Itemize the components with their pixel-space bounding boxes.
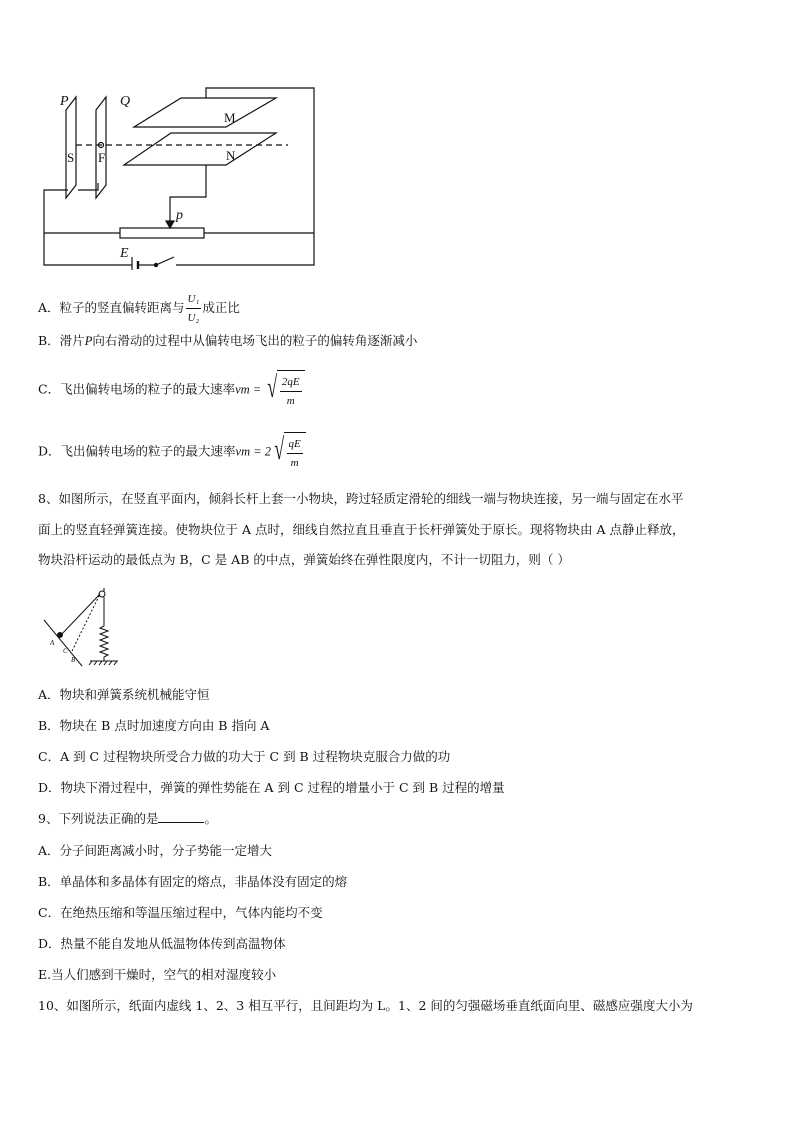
q8-stem-line-2: 面上的竖直轻弹簧连接。使物块位于 A 点时，细线自然拉直且垂直于长杆弹簧处于原长。现将物块由 A 点静止释放， [38,522,685,537]
wire-n [170,165,206,209]
q8-option-c: C．A 到 C 过程物块所受合力做的功大于 C 到 B 过程物块克服合力做的功 [38,749,451,764]
q8-stem-line-3: 物块沿杆运动的最低点为 B，C 是 AB 的中点，弹簧始终在弹性限度内，不计一切阻力，则（ ） [38,552,570,567]
switch-arm [156,257,174,265]
spring [100,597,108,661]
sqrt-qe-over-m: √ $\frac{qE}{m}$ [271,432,306,472]
q9-stem: 9、下列说法正确的是 。 [38,811,217,826]
ground-hatch [104,661,107,665]
ground-hatch [109,661,112,665]
q7-option-d: D．飞出偏转电场的粒子的最大速率vm = 2 √ $\frac{qE}{m}$ [38,432,306,472]
label-f: F [98,150,106,165]
plate-p [66,97,76,198]
plate-m [134,98,276,127]
label-m: M [224,110,236,125]
rope-dashed [72,594,100,651]
q8-option-a: A．物块和弹簧系统机械能守恒 [38,687,210,702]
label-p-plate: P [60,94,69,109]
fig-label-c: C [63,647,68,655]
ground-hatch [94,661,97,665]
label-battery: E [120,246,129,261]
q8-stem-line-1: 8、如图所示，在竖直平面内，倾斜长杆上套一小物块，跨过轻质定滑轮的细线一端与物块连接，另一端与固定在水平 [38,491,684,506]
fig-label-b: B [71,656,76,664]
incline-spring-figure [42,586,132,668]
sqrt-2qe-over-m: √ $\frac{2qE}{m}$ [264,370,304,410]
wire-bottom-left [44,233,132,265]
block [57,632,63,638]
q9-option-e: E.当人们感到干燥时，空气的相对湿度较小 [38,967,277,982]
q9-option-d: D．热量不能自发地从低温物体传到高温物体 [38,936,286,951]
ground-hatch [114,661,117,665]
label-n: N [226,148,236,163]
q8-option-b: B．物块在 B 点时加速度方向由 B 指向 A [38,718,270,733]
deflection-apparatus-figure [36,85,326,270]
wire-q [78,183,98,190]
q7-option-a: A．粒子的竖直偏转距离与 $\frac{\text{U₁}}{\text{U₂}}$ 成正比 [38,290,240,327]
ground-hatch [99,661,102,665]
q9-option-a: A．分子间距离减小时，分子势能一定增大 [38,843,273,858]
fraction-u1-u2: $\frac{\text{U₁}}{\text{U₂}}$ [186,290,202,327]
rope-to-block [60,594,100,636]
label-slider: p [176,208,183,223]
ground-hatch [89,661,92,665]
q8-option-d: D．物块下滑过程中，弹簧的弹性势能在 A 到 C 过程的增量小于 C 到 B 过程的增量 [38,780,505,795]
wire-m [206,88,314,233]
fig-label-a: A [50,639,55,647]
q9-option-c: C．在绝热压缩和等温压缩过程中，气体内能均不变 [38,905,323,920]
label-q-plate: Q [120,94,131,109]
q9-option-b: B．单晶体和多晶体有固定的熔点，非晶体没有固定的熔 [38,874,348,889]
slider-arrow [166,221,174,228]
q10-stem-line-1: 10、如图所示，纸面内虚线 1、2、3 相互平行，且间距均为 L。1、2 间的匀强磁场垂直纸面向里、磁感应强度大小为 [38,998,693,1013]
q7-option-c: C．飞出偏转电场的粒子的最大速率vm = √ $\frac{2qE}{m}$ [38,370,305,410]
plate-n [124,133,276,165]
wire-p [44,190,68,233]
label-s: S [67,150,75,165]
q7-option-b: B．滑片P向右滑动的过程中从偏转电场飞出的粒子的偏转角逐渐减小 [38,333,418,348]
answer-blank [158,810,204,823]
rheostat [120,228,204,238]
